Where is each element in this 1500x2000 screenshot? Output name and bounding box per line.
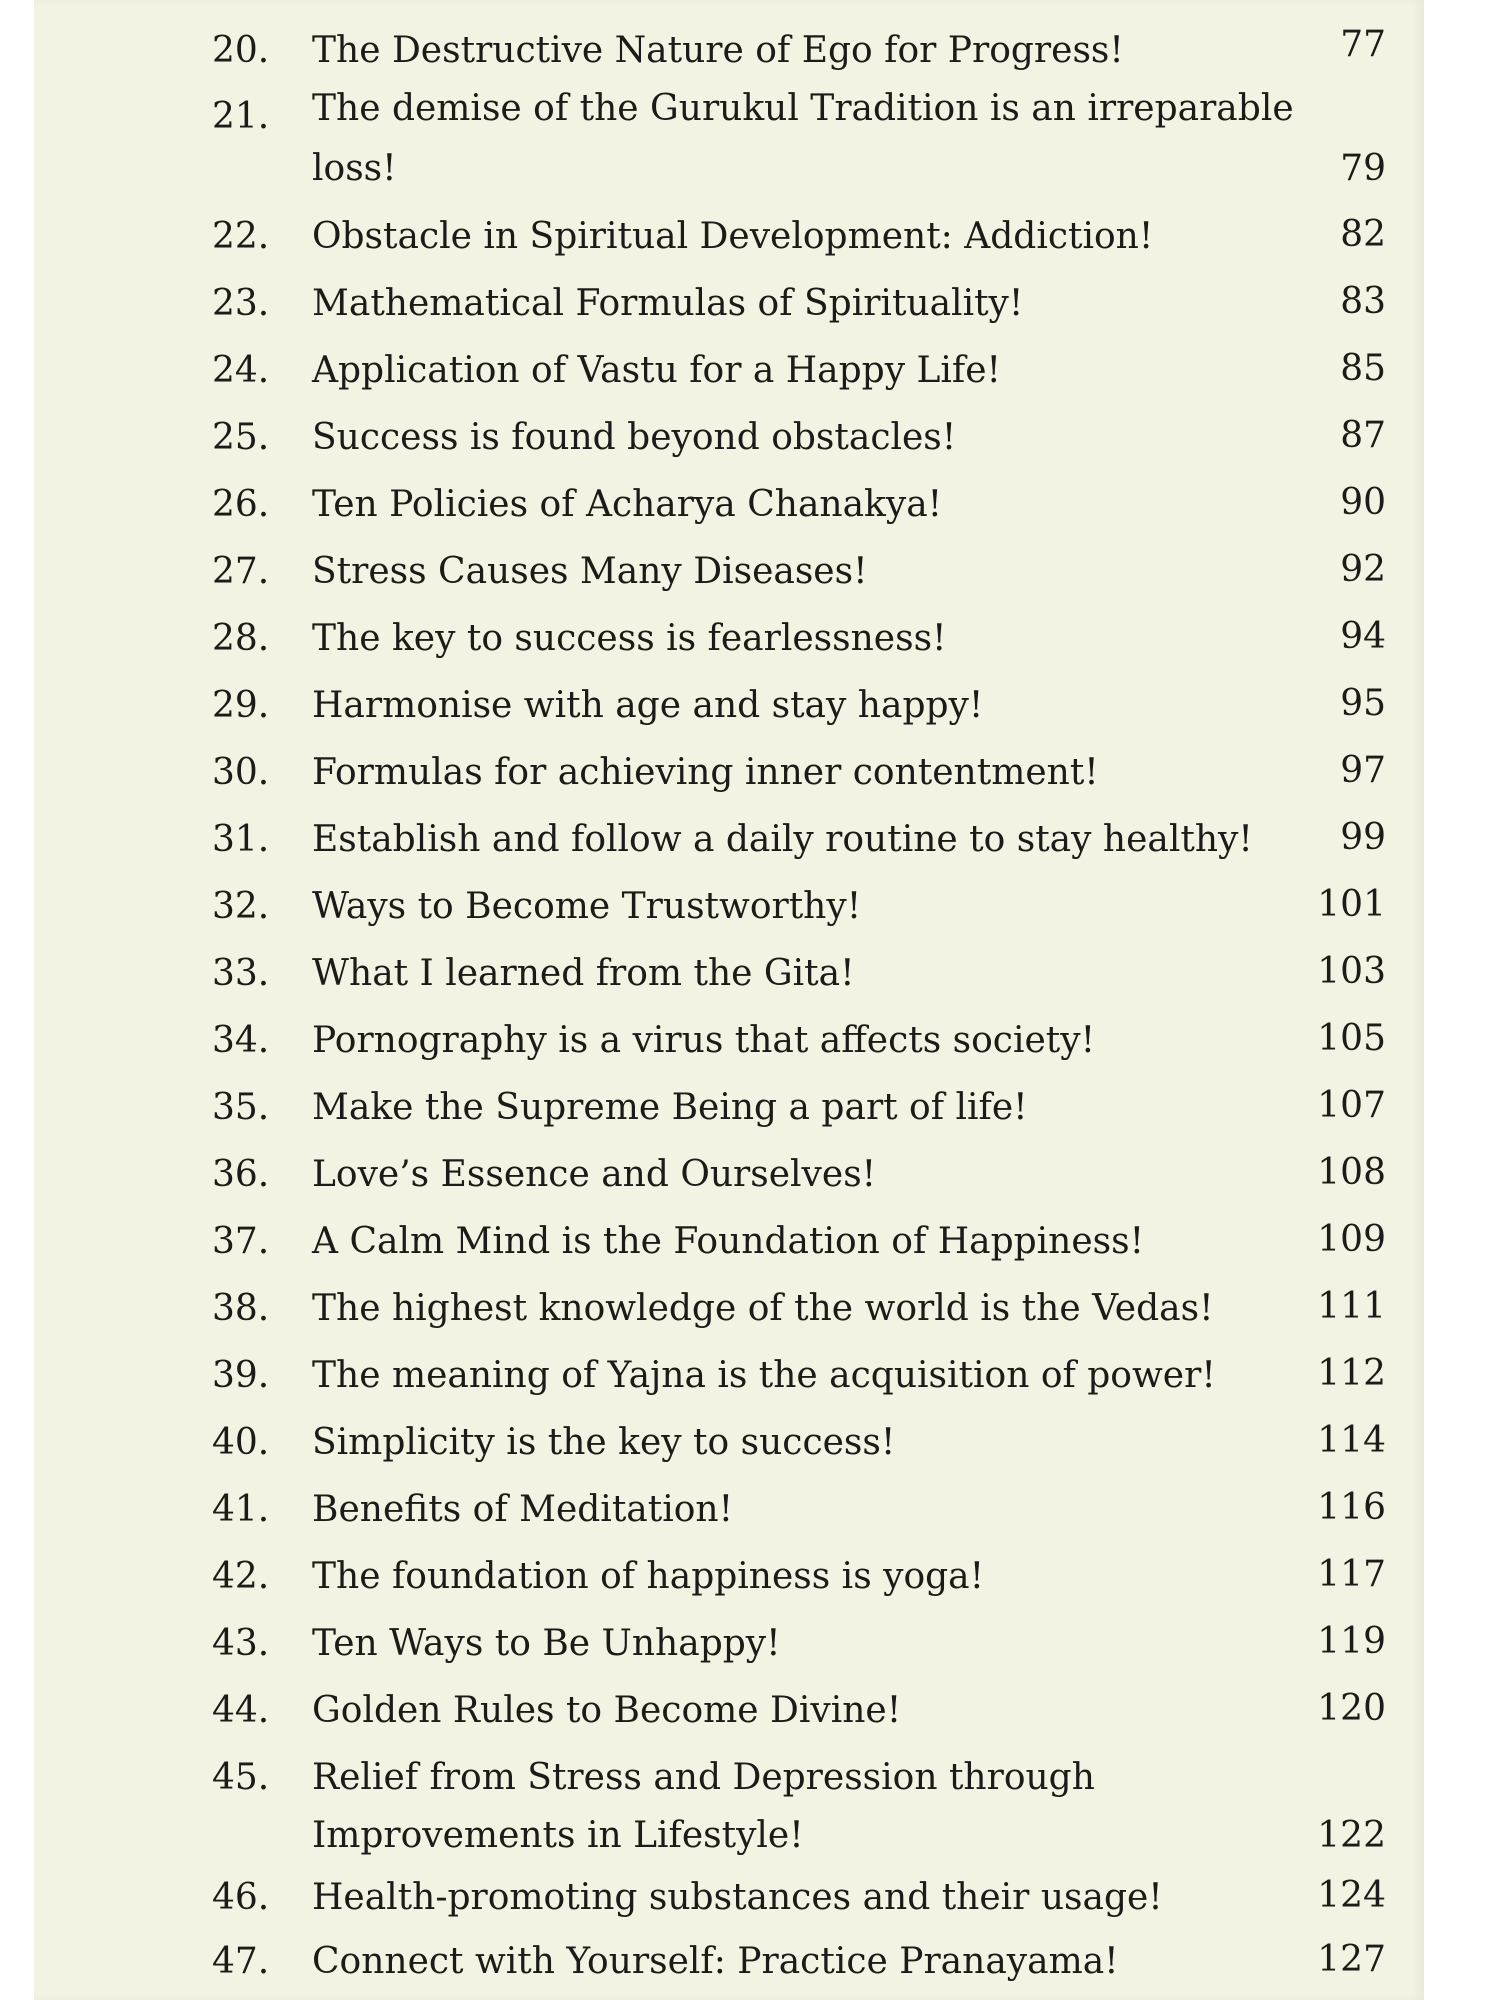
entry-number: 22.	[212, 216, 270, 257]
entry-title: Pornography is a virus that affects society!	[312, 1020, 1096, 1061]
entry-title: Ways to Become Trustworthy!	[312, 886, 862, 927]
entry-page-number: 77	[1340, 24, 1386, 65]
entry-title: The meaning of Yajna is the acquisition of power!	[312, 1355, 1216, 1396]
entry-number: 42.	[212, 1556, 270, 1597]
entry-page-number: 127	[1317, 1939, 1386, 1980]
entry-title-continued: loss!	[312, 148, 397, 189]
entry-page-number: 99	[1340, 817, 1386, 858]
entry-number: 41.	[212, 1489, 270, 1530]
entry-title: Success is found beyond obstacles!	[312, 417, 957, 458]
entry-title: What I learned from the Gita!	[312, 953, 855, 994]
entry-number: 21.	[212, 96, 270, 137]
entry-page-number: 108	[1317, 1152, 1386, 1193]
entry-number: 32.	[212, 886, 270, 927]
entry-title: The key to success is fearlessness!	[312, 618, 947, 659]
entry-page-number: 116	[1317, 1487, 1386, 1528]
entry-title: The demise of the Gurukul Tradition is an irreparable	[312, 88, 1294, 129]
entry-title: Make the Supreme Being a part of life!	[312, 1087, 1028, 1128]
entry-page-number: 119	[1317, 1621, 1386, 1662]
entry-title: Obstacle in Spiritual Development: Addiction!	[312, 216, 1154, 257]
book-page	[34, 0, 1424, 2000]
entry-title: Ten Ways to Be Unhappy!	[312, 1623, 781, 1664]
entry-page-number: 124	[1317, 1875, 1386, 1916]
entry-number: 33.	[212, 953, 270, 994]
entry-page-number: 114	[1317, 1420, 1386, 1461]
entry-page-number: 105	[1317, 1018, 1386, 1059]
entry-page-number: 95	[1340, 683, 1386, 724]
entry-title: Formulas for achieving inner contentment!	[312, 752, 1099, 793]
entry-number: 27.	[212, 551, 270, 592]
entry-page-number: 92	[1340, 549, 1386, 590]
entry-number: 29.	[212, 685, 270, 726]
entry-page-number: 120	[1317, 1688, 1386, 1729]
entry-page-number: 82	[1340, 214, 1386, 255]
entry-title: Harmonise with age and stay happy!	[312, 685, 984, 726]
entry-number: 43.	[212, 1623, 270, 1664]
entry-number: 46.	[212, 1877, 270, 1918]
entry-number: 40.	[212, 1422, 270, 1463]
entry-title: Stress Causes Many Diseases!	[312, 551, 868, 592]
entry-title: Relief from Stress and Depression through	[312, 1757, 1095, 1798]
entry-page-number: 107	[1317, 1085, 1386, 1126]
entry-number: 23.	[212, 283, 270, 324]
entry-number: 45.	[212, 1757, 270, 1798]
entry-number: 30.	[212, 752, 270, 793]
entry-title: Application of Vastu for a Happy Life!	[312, 350, 1001, 391]
entry-page-number: 90	[1340, 482, 1386, 523]
entry-number: 28.	[212, 618, 270, 659]
entry-number: 44.	[212, 1690, 270, 1731]
entry-title: Ten Policies of Acharya Chanakya!	[312, 484, 943, 525]
entry-page-number: 122	[1317, 1815, 1386, 1856]
entry-page-number: 83	[1340, 281, 1386, 322]
entry-number: 37.	[212, 1221, 270, 1262]
entry-number: 38.	[212, 1288, 270, 1329]
entry-title: The Destructive Nature of Ego for Progress!	[312, 30, 1124, 71]
entry-number: 24.	[212, 350, 270, 391]
entry-title: Love’s Essence and Ourselves!	[312, 1154, 877, 1195]
entry-page-number: 109	[1317, 1219, 1386, 1260]
entry-number: 26.	[212, 484, 270, 525]
entry-page-number: 85	[1340, 348, 1386, 389]
entry-title: Connect with Yourself: Practice Pranayama!	[312, 1941, 1119, 1982]
entry-title-continued: Improvements in Lifestyle!	[312, 1815, 804, 1856]
entry-page-number: 94	[1340, 616, 1386, 657]
entry-page-number: 111	[1317, 1286, 1386, 1327]
entry-number: 47.	[212, 1941, 270, 1982]
entry-page-number: 79	[1340, 148, 1386, 189]
entry-page-number: 103	[1317, 951, 1386, 992]
entry-title: The highest knowledge of the world is the Vedas!	[312, 1288, 1214, 1329]
entry-title: The foundation of happiness is yoga!	[312, 1556, 985, 1597]
entry-page-number: 112	[1317, 1353, 1386, 1394]
entry-title: Golden Rules to Become Divine!	[312, 1690, 902, 1731]
entry-title: Simplicity is the key to success!	[312, 1422, 896, 1463]
entry-number: 36.	[212, 1154, 270, 1195]
entry-number: 34.	[212, 1020, 270, 1061]
entry-number: 39.	[212, 1355, 270, 1396]
entry-number: 35.	[212, 1087, 270, 1128]
entry-page-number: 101	[1317, 884, 1386, 925]
entry-page-number: 87	[1340, 415, 1386, 456]
entry-number: 20.	[212, 30, 270, 71]
entry-title: Establish and follow a daily routine to stay healthy!	[312, 819, 1253, 860]
entry-title: A Calm Mind is the Foundation of Happiness!	[312, 1221, 1145, 1262]
entry-number: 31.	[212, 819, 270, 860]
entry-title: Mathematical Formulas of Spirituality!	[312, 283, 1024, 324]
entry-title: Health-promoting substances and their usage!	[312, 1877, 1163, 1918]
entry-page-number: 97	[1340, 750, 1386, 791]
entry-title: Benefits of Meditation!	[312, 1489, 734, 1530]
entry-number: 25.	[212, 417, 270, 458]
entry-page-number: 117	[1317, 1554, 1386, 1595]
